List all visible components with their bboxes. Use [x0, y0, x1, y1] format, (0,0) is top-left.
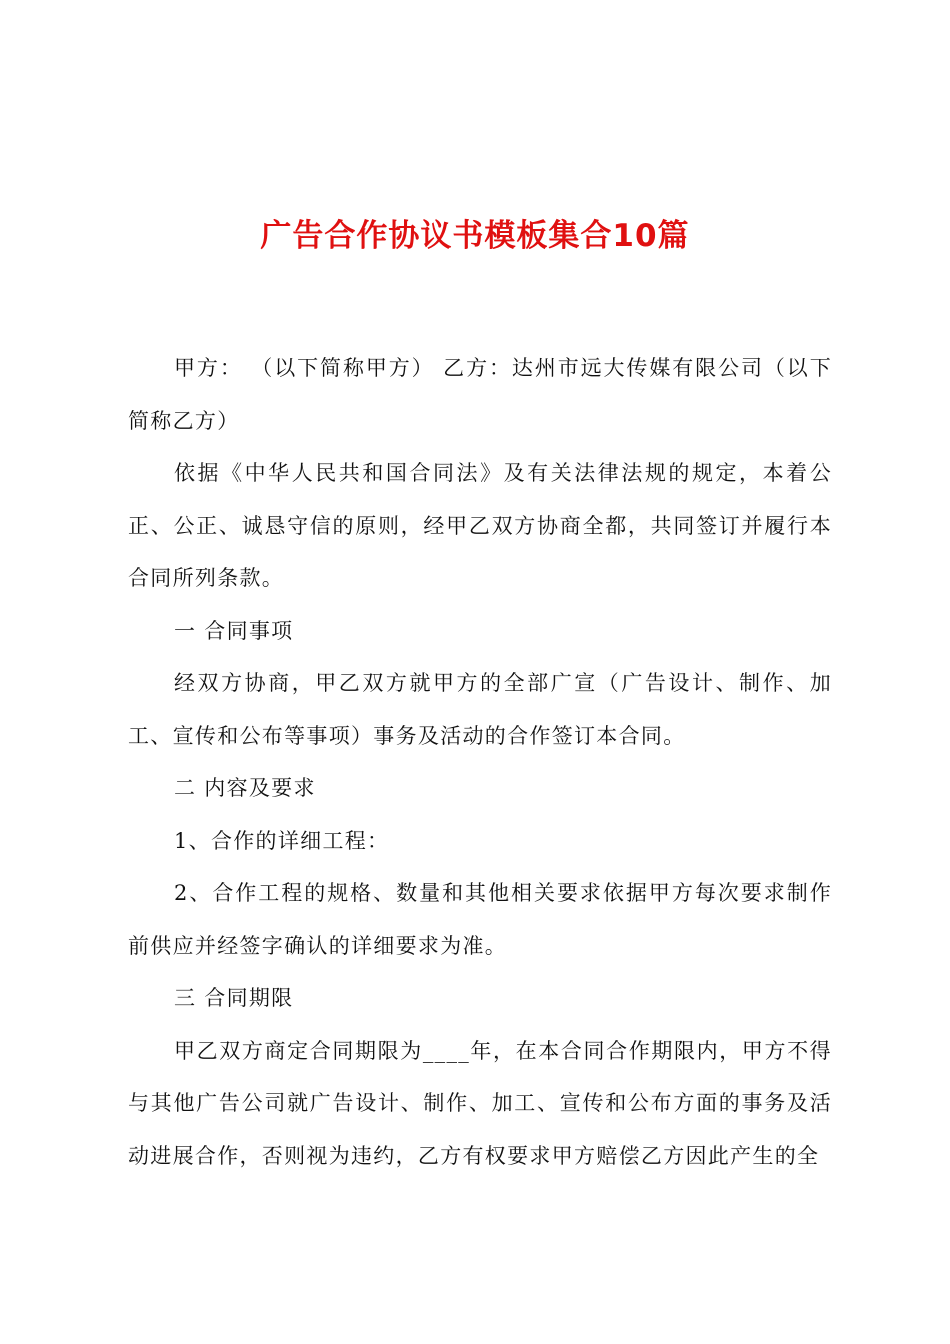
section-heading-3: 三 合同期限	[174, 986, 294, 1010]
section-heading-2: 二 内容及要求	[174, 776, 316, 800]
basis-paragraph: 依据《中华人民共和国合同法》及有关法律法规的规定，本着公正、公正、诚恳守信的原则，经甲乙双方协商全都，共同签订并履行本合同所列条款。	[128, 461, 832, 590]
section-heading-1: 一 合同事项	[174, 618, 294, 643]
section-1-paragraph: 经双方协商，甲乙双方就甲方的全部广宣（广告设计、制作、加工、宣传和公布等事项）事务及活动的合作签订本合同。	[128, 671, 832, 748]
parties-paragraph: 甲方： （以下简称甲方） 乙方：达州市远大传媒有限公司（以下简称乙方）	[128, 356, 832, 433]
section-2-item-1: 1、合作的详细工程：	[174, 828, 390, 853]
section-2-item-2: 2、合作工程的规格、数量和其他相关要求依据甲方每次要求制作前供应并经签字确认的详细要求为准。	[128, 881, 832, 958]
section-3-paragraph: 甲乙双方商定合同期限为____年，在本合同合作期限内，甲方不得与其他广告公司就广告设计、制作、加工、宣传和公布方面的事务及活动进展合作，否则视为违约，乙方有权要求甲方赔偿乙方因此产生的全	[128, 1038, 832, 1168]
document-body	[128, 342, 832, 1182]
document-title: 广告合作协议书模板集合10篇	[260, 218, 690, 254]
